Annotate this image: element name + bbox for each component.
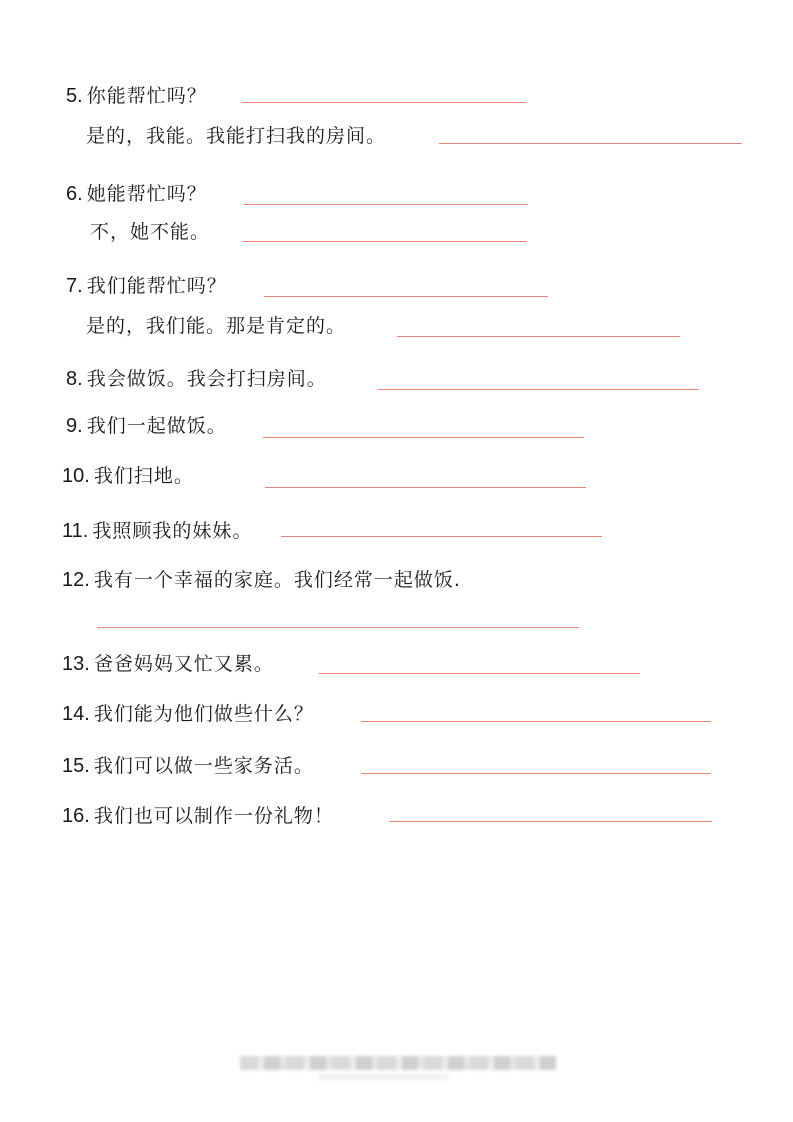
question-text: 我们能帮忙吗？ xyxy=(86,275,227,297)
answer-line[interactable] xyxy=(264,296,548,297)
question-number: 16. xyxy=(62,805,90,827)
answer-5 xyxy=(86,124,386,148)
question-text: 我会做饭。我会打扫房间。 xyxy=(86,368,327,390)
question-number: 6. xyxy=(66,183,83,205)
question-number: 11. xyxy=(62,520,89,542)
question-6 xyxy=(66,182,207,206)
answer-line[interactable] xyxy=(378,389,699,390)
question-number: 8. xyxy=(66,368,83,390)
blurred-footer-watermark xyxy=(318,1074,448,1080)
answer-text: 是的，我能。我能打扫我的房间。 xyxy=(86,125,387,147)
answer-line[interactable] xyxy=(361,721,711,722)
question-number: 10. xyxy=(62,465,90,487)
question-text: 她能帮忙吗？ xyxy=(86,183,207,205)
question-text: 我们扫地。 xyxy=(93,465,194,487)
answer-7 xyxy=(86,314,346,338)
answer-line[interactable] xyxy=(243,241,527,242)
question-number: 5. xyxy=(66,85,83,107)
answer-line[interactable] xyxy=(389,821,712,822)
question-number: 9. xyxy=(66,415,83,437)
question-text: 你能帮忙吗？ xyxy=(86,85,207,107)
answer-line[interactable] xyxy=(244,204,528,205)
question-number: 15. xyxy=(62,755,90,777)
answer-line[interactable] xyxy=(265,487,586,488)
answer-line[interactable] xyxy=(281,536,602,537)
question-number: 13. xyxy=(62,653,90,675)
answer-6 xyxy=(90,220,210,244)
question-16 xyxy=(62,804,334,828)
question-number: 12. xyxy=(62,569,90,591)
answer-text: 不，她不能。 xyxy=(90,221,211,243)
question-11 xyxy=(62,519,252,543)
question-text: 我照顾我的妹妹。 xyxy=(92,520,253,542)
question-number: 7. xyxy=(66,275,83,297)
answer-line[interactable] xyxy=(361,773,711,774)
question-text: 我们能为他们做些什么？ xyxy=(93,703,314,725)
question-9 xyxy=(66,414,227,438)
answer-line[interactable] xyxy=(319,673,640,674)
question-13 xyxy=(62,652,274,676)
question-text: 我有一个幸福的家庭。我们经常一起做饭. xyxy=(93,569,461,591)
question-text: 我们也可以制作一份礼物！ xyxy=(93,805,334,827)
blurred-footer-watermark xyxy=(240,1056,556,1070)
question-number: 14. xyxy=(62,703,90,725)
question-text: 我们可以做一些家务活。 xyxy=(93,755,314,777)
answer-line[interactable] xyxy=(263,437,584,438)
question-text: 我们一起做饭。 xyxy=(86,415,227,437)
answer-line[interactable] xyxy=(242,102,526,103)
answer-line[interactable] xyxy=(439,143,742,144)
answer-line[interactable] xyxy=(397,336,680,337)
answer-line[interactable] xyxy=(97,627,579,628)
question-10 xyxy=(62,464,194,488)
question-8 xyxy=(66,367,327,391)
question-text: 爸爸妈妈又忙又累。 xyxy=(93,653,274,675)
question-15 xyxy=(62,754,314,778)
question-14 xyxy=(62,702,314,726)
question-5 xyxy=(66,84,207,108)
question-12 xyxy=(62,568,461,592)
question-7 xyxy=(66,274,227,298)
answer-text: 是的，我们能。那是肯定的。 xyxy=(86,315,347,337)
